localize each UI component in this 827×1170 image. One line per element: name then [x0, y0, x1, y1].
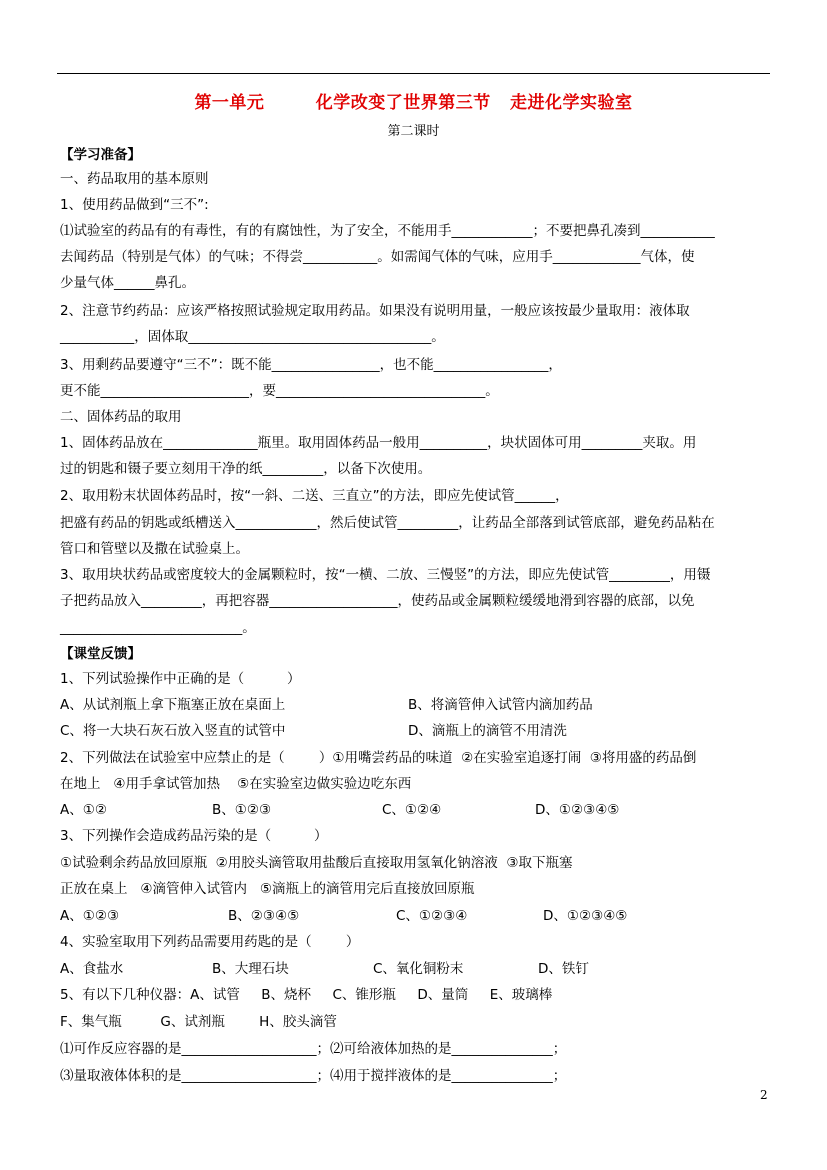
text-line: 一、药品取用的基本原则	[60, 171, 209, 187]
option-c: C、将一大块石灰石放入竖直的试管中	[60, 723, 286, 739]
text-line: 1、固体药品放在______________瓶里。取用固体药品一般用__________，块状固体可用_________夹取。用	[60, 435, 697, 451]
option-d: D、①②③④⑤	[543, 908, 628, 924]
option-c: C、①②③④	[396, 908, 468, 924]
text-line: 更不能______________________，要_______________________________。	[60, 383, 499, 399]
option-d: D、铁钉	[538, 961, 589, 977]
option-b: B、①②③	[212, 802, 272, 818]
question-3: 3、下列操作会造成药品污染的是（ ）	[60, 828, 328, 844]
text-line: 1、使用药品做到“三不”:	[60, 197, 209, 213]
text-line: ⑴试验室的药品有的有毒性，有的有腐蚀性，为了安全，不能用手____________；不要把鼻孔凑到___________	[60, 223, 715, 239]
text-line: 3、用剩药品要遵守“三不”：既不能________________，也不能_________________，	[60, 357, 562, 373]
question-3-cont: ①试验剩余药品放回原瓶 ②用胶头滴管取用盐酸后直接取用氢氧化钠溶液 ③取下瓶塞	[60, 855, 573, 871]
text-line: 2、注意节约药品：应该严格按照试验规定取用药品。如果没有说明用量，一般应该按最少量取用：液体取	[60, 303, 690, 319]
question-4: 4、实验室取用下列药品需要用药匙的是（ ）	[60, 934, 360, 950]
question-1: 1、下列试验操作中正确的是（ ）	[60, 671, 301, 687]
text-line: 子把药品放入_________，再把容器___________________，使药品或金属颗粒缓缓地滑到容器的底部，以免	[60, 593, 695, 609]
text-line: 3、取用块状药品或密度较大的金属颗粒时，按“一横、二放、三慢竖”的方法，即应先使试管_________，用镊	[60, 567, 711, 583]
text-line: 管口和管壁以及撒在试验桌上。	[60, 541, 249, 557]
question-5-cont: ⑶量取液体体积的是____________________；⑷用于搅拌液体的是_______________；	[60, 1068, 567, 1084]
option-b: B、大理石块	[212, 961, 289, 977]
question-2-cont: 在地上 ④用手拿试管加热 ⑤在实验室边做实验边吃东西	[60, 776, 412, 792]
question-5-cont: F、集气瓶 G、试剂瓶 H、胶头滴管	[60, 1014, 337, 1030]
text-line: 把盛有药品的钥匙或纸槽送入____________，然后使试管_________，让药品全部落到试管底部，避免药品粘在	[60, 515, 715, 531]
option-d: D、滴瓶上的滴管不用清洗	[408, 723, 567, 739]
text-line: 去闻药品（特别是气体）的气味；不得尝___________。如需闻气体的气味，应用手_____________气体，使	[60, 249, 695, 265]
option-a: A、食盐水	[60, 961, 124, 977]
page-subtitle: 第二课时	[387, 124, 440, 139]
text-line: 二、固体药品的取用	[60, 409, 182, 425]
page-number: 2	[760, 1088, 768, 1102]
text-line: 2、取用粉末状固体药品时，按“一斜、二送、三直立”的方法，即应先使试管______，	[60, 488, 569, 504]
page-title: 第一单元 化学改变了世界第三节 走进化学实验室	[194, 93, 633, 113]
section-heading-feedback: 【课堂反馈】	[60, 646, 141, 662]
question-5: 5、有以下几种仪器：A、试管 B、烧杯 C、锥形瓶 D、量筒 E、玻璃棒	[60, 987, 553, 1003]
option-d: D、①②③④⑤	[535, 802, 620, 818]
section-heading-preparation: 【学习准备】	[60, 147, 141, 163]
option-b: B、②③④⑤	[228, 908, 300, 924]
text-line: 过的钥匙和镊子要立刻用干净的纸_________，以备下次使用。	[60, 461, 432, 477]
option-c: C、①②④	[382, 802, 442, 818]
question-2: 2、下列做法在试验室中应禁止的是（ ）①用嘴尝药品的味道 ②在实验室追逐打闹 ③将用盛的药品倒	[60, 750, 697, 766]
text-line: 少量气体______鼻孔。	[60, 275, 195, 291]
option-a: A、①②	[60, 802, 107, 818]
question-3-cont: 正放在桌上 ④滴管伸入试管内 ⑤滴瓶上的滴管用完后直接放回原瓶	[60, 881, 475, 897]
text-line: ___________，固体取____________________________________。	[60, 329, 445, 345]
question-5-cont: ⑴可作反应容器的是____________________；⑵可给液体加热的是_______________；	[60, 1041, 567, 1057]
header-rule	[57, 73, 770, 74]
option-a: A、①②③	[60, 908, 120, 924]
option-b: B、将滴管伸入试管内滴加药品	[408, 697, 593, 713]
option-a: A、从试剂瓶上拿下瓶塞正放在桌面上	[60, 697, 286, 713]
text-line: ___________________________。	[60, 620, 256, 636]
option-c: C、氧化铜粉末	[373, 961, 464, 977]
